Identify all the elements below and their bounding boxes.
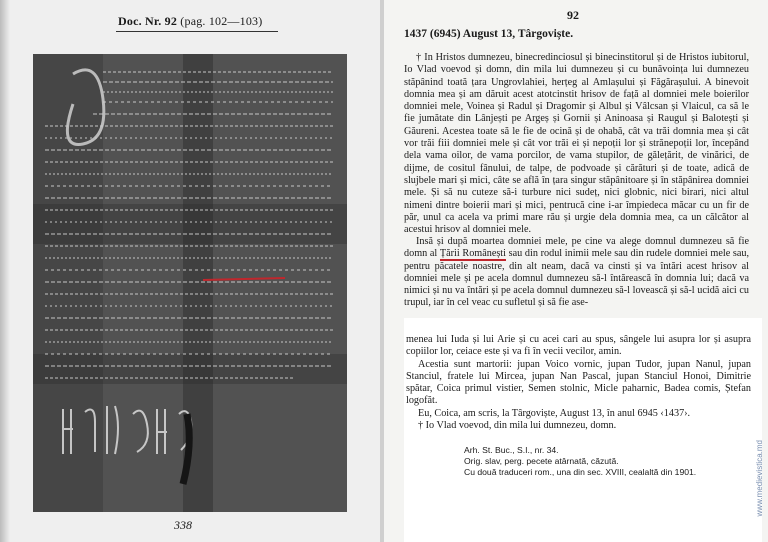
- highlighted-phrase: Țării Românești: [439, 248, 506, 260]
- document-body-part-3: [406, 334, 751, 432]
- document-number: Doc. Nr. 92: [118, 14, 178, 28]
- left-page: [0, 0, 382, 542]
- paragraph-text: sau din rodul inimii mele sau din rudele domniei mele sau, pentru păcatele noastre, din alt neam, dacă va cinsti și va întări acest hrisov al domniei mele și pe acela domnul dumnezeu să-l întărească în domnia lui; dacă va nimici și nu va întări și pe acela domnul dumnezeu să-l lovească și să-l ucidă aici cu trupul, iar în cel veac cu sufletul și să fie ase-: [404, 248, 750, 309]
- paragraph: Acestia sunt martorii: jupan Voico vornic, jupan Tudor, jupan Nanul, jupan Stanciul, fratele lui Mircea, jupan Nan Pascal, jupan Stanciul Honoi, Dimitrie spătar, Coica primul vistier, Semen stolnic, Micle paharnic, Badea comis, Ștefan logofăt.: [406, 358, 751, 407]
- archive-line: Orig. slav, perg. pecete atârnată, căzută.: [464, 456, 619, 466]
- document-pages: (pag. 102—103): [180, 14, 263, 28]
- paragraph: [404, 236, 749, 310]
- manuscript-facsimile: [33, 54, 347, 512]
- document-body-part-2: [404, 236, 749, 310]
- page-edge-shadow: [0, 0, 10, 542]
- paragraph: Eu, Coica, am scris, la Târgoviște, August 13, în anul 6945 ‹1437›.: [418, 407, 691, 419]
- archive-line: Cu două traduceri rom., una din sec. XVIII, cealaltă din 1901.: [464, 467, 697, 477]
- paragraph: † Io Vlad voevod, din mila lui dumnezeu, domn.: [418, 420, 617, 432]
- right-page-number: 92: [567, 8, 579, 22]
- archive-line: Arh. St. Buc., S.I., nr. 34.: [464, 445, 559, 455]
- document-title: 1437 (6945) August 13, Târgoviște.: [404, 28, 574, 40]
- paragraph: menea lui Iuda și lui Arie și cu acei cari au spus, sângele lui asupra lor și asupra copiilor lor, ceiace este și va fi în vecii vecilor, amin.: [406, 334, 751, 358]
- paragraph-text: Insă și după moartea domniei mele, pe cine va alege domnul dumnezeu să fie domn al: [404, 236, 749, 260]
- right-page: [384, 0, 768, 542]
- paragraph: † In Hristos dumnezeu, binecredinciosul și binecinstitorul și de Hristos iubitorul, Io Vlad voevod și domn, din mila lui dumnezeu și cu bunăvoința lui dumnezeu stăpânind toată țara Ungrovlahiei, herțeg al Amlașului și Făgărașului. A binevoit domnia mea și am dăruit acest atotcinstit hrisov de față al domniei mele boierilor domniei mele, Voinea și Radul și Dragomir și Albul și Vâlcsan și Vlaicul, ca să le fie jumătate din Lânjești pe Argeș și Gornii și Aninoasa și Raugul și Balotești și Găureni. Acestea toate să le fie de ocină și de ohabă, cât va trăi domnia mea și cât vor trăi fiii domniei mele și cât vor trăi ei și nepoții lor și strănepoții lor, începând dela vama oilor, de vama porcilor, de vama stupilor, de gălețărit, de vinărici, de dijme, de cositul fânului, de talpe, de podvoade și cărături și de toate, adică de slujbele mari și mici, câte se află în țara singur stăpânitoare și în stăpânirea domniei mele. Și să nu cuteze să-i turbure nici sudeț, nici globnic, nici birari, nici altul nimeni dintre boierii mari și mici, pentrucă cine i-ar împiedeca măcar cu un fir de păr, unul ca acela va primi mare rău și urgie dela domnia mea, ca un călcător al acestui hrisov al domniei mele.: [404, 52, 749, 236]
- document-header: [118, 14, 262, 29]
- header-rule: [116, 31, 278, 32]
- archive-notes: [464, 445, 696, 478]
- left-page-number: 338: [174, 518, 192, 532]
- watermark: www.medievistica.md: [755, 440, 764, 517]
- manuscript-image: [33, 54, 347, 512]
- document-body-part-1: [404, 52, 749, 236]
